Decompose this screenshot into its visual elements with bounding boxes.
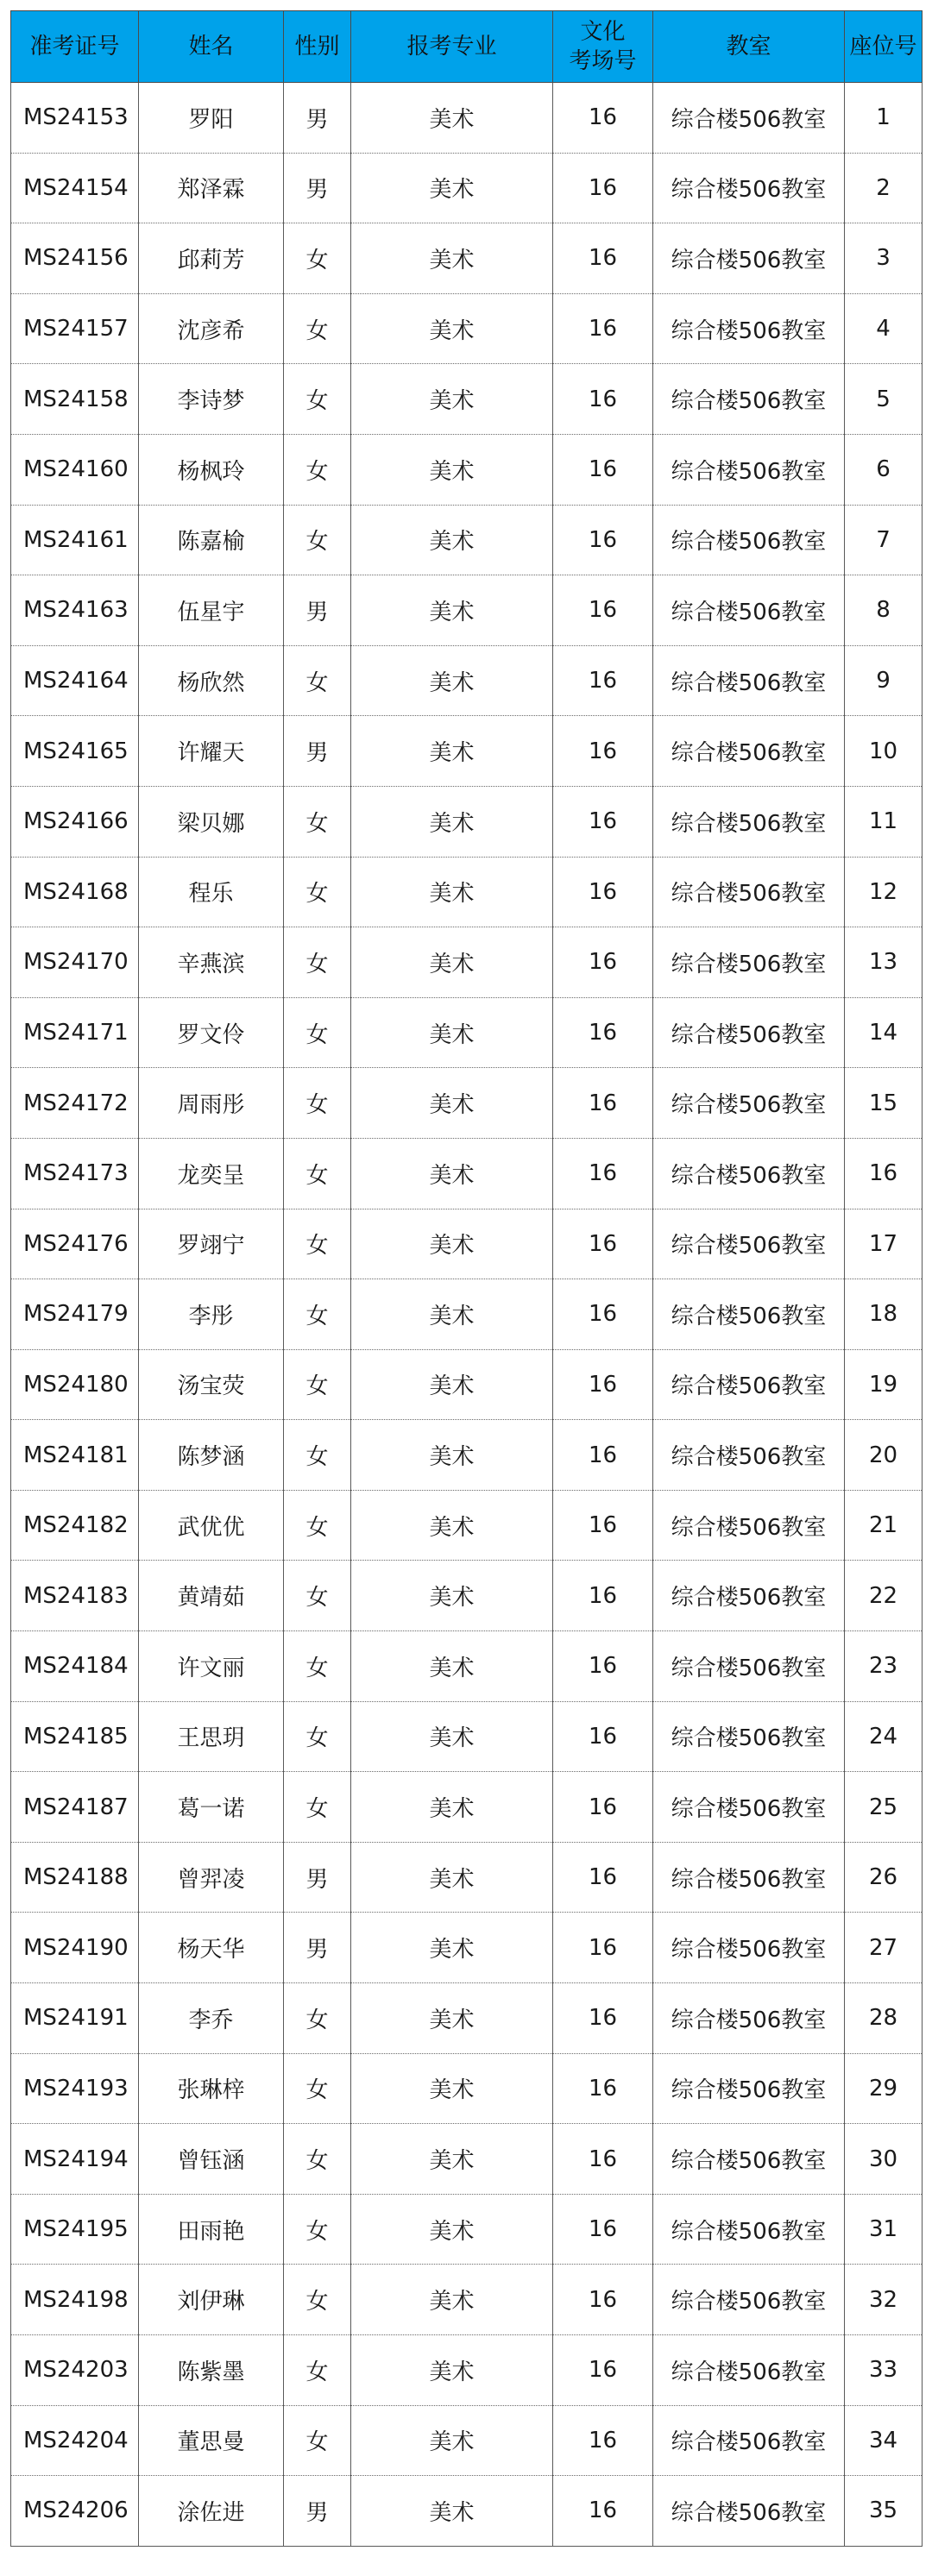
cell-exam-room: 16 [553,223,653,294]
cell-seat: 9 [845,645,923,716]
cell-major: 美术 [351,857,553,927]
cell-exam-room: 16 [553,1209,653,1279]
cell-exam-room: 16 [553,716,653,787]
cell-exam-room: 16 [553,1349,653,1420]
cell-exam-room: 16 [553,1561,653,1631]
header-classroom: 教室 [653,11,845,83]
cell-exam-id: MS24163 [11,575,139,646]
table-row [11,2053,923,2124]
table-row [11,1772,923,1843]
header-row [11,11,923,83]
cell-seat: 33 [845,2335,923,2406]
cell-major: 美术 [351,1209,553,1279]
cell-exam-room: 16 [553,505,653,575]
table-row [11,505,923,575]
table-row [11,1913,923,1983]
cell-classroom: 综合楼506教室 [653,1772,845,1843]
cell-gender: 女 [284,505,351,575]
cell-gender: 女 [284,645,351,716]
cell-name: 王思玥 [139,1701,284,1772]
cell-major: 美术 [351,1279,553,1350]
cell-exam-id: MS24154 [11,153,139,223]
cell-exam-id: MS24157 [11,293,139,364]
cell-seat: 5 [845,364,923,435]
cell-major: 美术 [351,83,553,154]
cell-classroom: 综合楼506教室 [653,1209,845,1279]
cell-exam-id: MS24166 [11,786,139,857]
cell-classroom: 综合楼506教室 [653,1490,845,1561]
table-row [11,1490,923,1561]
cell-classroom: 综合楼506教室 [653,716,845,787]
cell-classroom: 综合楼506教室 [653,927,845,998]
cell-exam-id: MS24179 [11,1279,139,1350]
cell-exam-id: MS24180 [11,1349,139,1420]
cell-exam-id: MS24193 [11,2053,139,2124]
cell-seat: 19 [845,1349,923,1420]
cell-seat: 25 [845,1772,923,1843]
cell-classroom: 综合楼506教室 [653,857,845,927]
cell-name: 罗文伶 [139,997,284,1068]
cell-classroom: 综合楼506教室 [653,2265,845,2335]
cell-gender: 女 [284,2405,351,2476]
cell-major: 美术 [351,1490,553,1561]
cell-major: 美术 [351,1842,553,1913]
cell-gender: 女 [284,1561,351,1631]
cell-exam-room: 16 [553,1068,653,1139]
table-header [11,11,923,83]
cell-name: 龙奕呈 [139,1138,284,1209]
table-row [11,223,923,294]
cell-exam-room: 16 [553,1490,653,1561]
cell-exam-id: MS24161 [11,505,139,575]
cell-name: 李诗梦 [139,364,284,435]
cell-major: 美术 [351,997,553,1068]
cell-classroom: 综合楼506教室 [653,2124,845,2195]
cell-exam-room: 16 [553,1701,653,1772]
cell-exam-room: 16 [553,2124,653,2195]
cell-name: 罗翊宁 [139,1209,284,1279]
cell-name: 李彤 [139,1279,284,1350]
cell-gender: 女 [284,1983,351,2054]
cell-exam-id: MS24206 [11,2476,139,2547]
cell-gender: 男 [284,716,351,787]
cell-major: 美术 [351,293,553,364]
cell-exam-id: MS24165 [11,716,139,787]
header-major: 报考专业 [351,11,553,83]
table-row [11,1701,923,1772]
cell-seat: 17 [845,1209,923,1279]
cell-major: 美术 [351,1983,553,2054]
cell-exam-id: MS24158 [11,364,139,435]
cell-exam-id: MS24191 [11,1983,139,2054]
cell-major: 美术 [351,1772,553,1843]
cell-gender: 女 [284,364,351,435]
table-row [11,2405,923,2476]
cell-seat: 12 [845,857,923,927]
cell-name: 沈彦希 [139,293,284,364]
cell-exam-room: 16 [553,83,653,154]
cell-major: 美术 [351,434,553,505]
cell-exam-room: 16 [553,1983,653,2054]
cell-classroom: 综合楼506教室 [653,1420,845,1491]
table-row [11,857,923,927]
cell-major: 美术 [351,2335,553,2406]
cell-exam-room: 16 [553,575,653,646]
cell-major: 美术 [351,2265,553,2335]
header-name: 姓名 [139,11,284,83]
cell-major: 美术 [351,1349,553,1420]
cell-classroom: 综合楼506教室 [653,645,845,716]
cell-major: 美术 [351,1561,553,1631]
cell-exam-room: 16 [553,2405,653,2476]
cell-classroom: 综合楼506教室 [653,505,845,575]
cell-major: 美术 [351,153,553,223]
table-row [11,1138,923,1209]
cell-name: 陈梦涵 [139,1420,284,1491]
cell-exam-id: MS24188 [11,1842,139,1913]
cell-classroom: 综合楼506教室 [653,2194,845,2265]
table-row [11,1068,923,1139]
cell-exam-id: MS24153 [11,83,139,154]
cell-gender: 女 [284,434,351,505]
cell-major: 美术 [351,716,553,787]
cell-seat: 34 [845,2405,923,2476]
cell-major: 美术 [351,505,553,575]
cell-major: 美术 [351,1068,553,1139]
cell-gender: 女 [284,1772,351,1843]
cell-name: 汤宝荧 [139,1349,284,1420]
cell-classroom: 综合楼506教室 [653,1349,845,1420]
cell-seat: 29 [845,2053,923,2124]
cell-classroom: 综合楼506教室 [653,153,845,223]
cell-gender: 女 [284,1138,351,1209]
cell-seat: 35 [845,2476,923,2547]
cell-name: 李乔 [139,1983,284,2054]
cell-exam-room: 16 [553,2053,653,2124]
header-exam-room [553,11,653,83]
cell-seat: 30 [845,2124,923,2195]
cell-classroom: 综合楼506教室 [653,2405,845,2476]
cell-name: 陈嘉榆 [139,505,284,575]
table-row [11,927,923,998]
cell-major: 美术 [351,2405,553,2476]
header-exam-room-line2: 考场号 [569,48,637,74]
cell-exam-id: MS24198 [11,2265,139,2335]
cell-classroom: 综合楼506教室 [653,1701,845,1772]
cell-seat: 4 [845,293,923,364]
table-row [11,997,923,1068]
cell-name: 郑泽霖 [139,153,284,223]
header-exam-id: 准考证号 [11,11,139,83]
cell-exam-id: MS24164 [11,645,139,716]
cell-classroom: 综合楼506教室 [653,575,845,646]
cell-classroom: 综合楼506教室 [653,1842,845,1913]
cell-name: 程乐 [139,857,284,927]
cell-gender: 女 [284,223,351,294]
cell-seat: 22 [845,1561,923,1631]
cell-exam-id: MS24160 [11,434,139,505]
cell-gender: 女 [284,2124,351,2195]
cell-classroom: 综合楼506教室 [653,1138,845,1209]
cell-name: 杨欣然 [139,645,284,716]
cell-name: 董思曼 [139,2405,284,2476]
cell-name: 陈紫墨 [139,2335,284,2406]
cell-exam-room: 16 [553,2194,653,2265]
cell-exam-id: MS24182 [11,1490,139,1561]
table-row [11,1631,923,1702]
table-row [11,1349,923,1420]
cell-seat: 6 [845,434,923,505]
cell-seat: 16 [845,1138,923,1209]
cell-exam-room: 16 [553,1138,653,1209]
cell-major: 美术 [351,1138,553,1209]
cell-name: 葛一诺 [139,1772,284,1843]
cell-exam-room: 16 [553,2335,653,2406]
cell-classroom: 综合楼506教室 [653,1068,845,1139]
cell-gender: 男 [284,1913,351,1983]
cell-exam-room: 16 [553,857,653,927]
cell-major: 美术 [351,2476,553,2547]
cell-seat: 2 [845,153,923,223]
cell-classroom: 综合楼506教室 [653,2335,845,2406]
table-row [11,1983,923,2054]
cell-major: 美术 [351,223,553,294]
cell-exam-room: 16 [553,786,653,857]
cell-major: 美术 [351,1701,553,1772]
cell-major: 美术 [351,786,553,857]
cell-major: 美术 [351,1631,553,1702]
cell-seat: 18 [845,1279,923,1350]
cell-name: 梁贝娜 [139,786,284,857]
cell-gender: 女 [284,1349,351,1420]
table-row [11,2335,923,2406]
cell-seat: 31 [845,2194,923,2265]
cell-name: 杨枫玲 [139,434,284,505]
cell-name: 刘伊琳 [139,2265,284,2335]
cell-gender: 男 [284,153,351,223]
cell-name: 许文丽 [139,1631,284,1702]
cell-gender: 男 [284,1842,351,1913]
cell-exam-id: MS24203 [11,2335,139,2406]
cell-exam-room: 16 [553,153,653,223]
header-seat: 座位号 [845,11,923,83]
table-row [11,575,923,646]
table-row [11,2194,923,2265]
cell-gender: 女 [284,1490,351,1561]
cell-name: 邱莉芳 [139,223,284,294]
cell-classroom: 综合楼506教室 [653,1913,845,1983]
cell-exam-room: 16 [553,1842,653,1913]
cell-exam-id: MS24185 [11,1701,139,1772]
table-row [11,364,923,435]
cell-name: 曾羿凌 [139,1842,284,1913]
cell-seat: 1 [845,83,923,154]
cell-seat: 27 [845,1913,923,1983]
cell-exam-id: MS24184 [11,1631,139,1702]
cell-exam-id: MS24187 [11,1772,139,1843]
table-row [11,293,923,364]
cell-exam-room: 16 [553,1631,653,1702]
cell-exam-id: MS24176 [11,1209,139,1279]
cell-gender: 女 [284,2194,351,2265]
cell-seat: 26 [845,1842,923,1913]
cell-seat: 15 [845,1068,923,1139]
cell-seat: 3 [845,223,923,294]
table-row [11,786,923,857]
cell-seat: 14 [845,997,923,1068]
cell-exam-room: 16 [553,997,653,1068]
table-row [11,2476,923,2547]
cell-name: 武优优 [139,1490,284,1561]
cell-major: 美术 [351,927,553,998]
cell-classroom: 综合楼506教室 [653,1561,845,1631]
cell-name: 黄靖茹 [139,1561,284,1631]
cell-major: 美术 [351,2194,553,2265]
cell-major: 美术 [351,1913,553,1983]
table-row [11,1420,923,1491]
cell-seat: 32 [845,2265,923,2335]
cell-exam-id: MS24190 [11,1913,139,1983]
cell-exam-id: MS24173 [11,1138,139,1209]
cell-gender: 男 [284,2476,351,2547]
cell-classroom: 综合楼506教室 [653,2476,845,2547]
cell-name: 罗阳 [139,83,284,154]
table-row [11,434,923,505]
cell-gender: 女 [284,786,351,857]
table-row [11,645,923,716]
cell-seat: 8 [845,575,923,646]
cell-classroom: 综合楼506教室 [653,1631,845,1702]
cell-classroom: 综合楼506教室 [653,997,845,1068]
exam-seating-table [10,10,923,2547]
cell-exam-room: 16 [553,2265,653,2335]
cell-exam-room: 16 [553,1279,653,1350]
cell-gender: 女 [284,927,351,998]
cell-seat: 28 [845,1983,923,2054]
table-row [11,716,923,787]
table-row [11,1279,923,1350]
cell-major: 美术 [351,645,553,716]
cell-name: 伍星宇 [139,575,284,646]
cell-exam-id: MS24204 [11,2405,139,2476]
cell-classroom: 综合楼506教室 [653,434,845,505]
table-row [11,83,923,154]
cell-gender: 女 [284,2053,351,2124]
table-row [11,2265,923,2335]
cell-classroom: 综合楼506教室 [653,1279,845,1350]
cell-seat: 24 [845,1701,923,1772]
cell-gender: 女 [284,1068,351,1139]
cell-gender: 女 [284,1279,351,1350]
cell-name: 周雨彤 [139,1068,284,1139]
cell-seat: 13 [845,927,923,998]
cell-name: 田雨艳 [139,2194,284,2265]
cell-exam-room: 16 [553,645,653,716]
table-body [11,83,923,2547]
table-row [11,1842,923,1913]
table-row [11,1561,923,1631]
cell-gender: 女 [284,293,351,364]
table-row [11,153,923,223]
cell-name: 辛燕滨 [139,927,284,998]
cell-exam-room: 16 [553,1772,653,1843]
cell-gender: 女 [284,2335,351,2406]
cell-exam-id: MS24156 [11,223,139,294]
cell-classroom: 综合楼506教室 [653,293,845,364]
cell-name: 许耀天 [139,716,284,787]
cell-exam-room: 16 [553,1420,653,1491]
header-gender: 性别 [284,11,351,83]
cell-seat: 23 [845,1631,923,1702]
seating-sheet [10,10,922,2547]
cell-gender: 女 [284,997,351,1068]
header-exam-room-line1: 文化 [580,19,626,45]
cell-major: 美术 [351,1420,553,1491]
cell-exam-id: MS24172 [11,1068,139,1139]
cell-name: 曾钰涵 [139,2124,284,2195]
cell-classroom: 综合楼506教室 [653,1983,845,2054]
cell-exam-room: 16 [553,927,653,998]
cell-exam-id: MS24170 [11,927,139,998]
cell-exam-room: 16 [553,2476,653,2547]
cell-major: 美术 [351,2053,553,2124]
cell-classroom: 综合楼506教室 [653,83,845,154]
cell-gender: 男 [284,83,351,154]
cell-gender: 男 [284,575,351,646]
cell-exam-id: MS24171 [11,997,139,1068]
table-row [11,1209,923,1279]
cell-seat: 10 [845,716,923,787]
cell-exam-id: MS24181 [11,1420,139,1491]
cell-seat: 21 [845,1490,923,1561]
cell-seat: 20 [845,1420,923,1491]
cell-exam-room: 16 [553,364,653,435]
cell-gender: 女 [284,1701,351,1772]
cell-exam-id: MS24195 [11,2194,139,2265]
cell-exam-id: MS24183 [11,1561,139,1631]
cell-exam-id: MS24168 [11,857,139,927]
cell-gender: 女 [284,2265,351,2335]
cell-name: 杨天华 [139,1913,284,1983]
cell-major: 美术 [351,575,553,646]
cell-gender: 女 [284,857,351,927]
cell-gender: 女 [284,1631,351,1702]
cell-major: 美术 [351,2124,553,2195]
cell-seat: 7 [845,505,923,575]
cell-exam-room: 16 [553,293,653,364]
table-row [11,2124,923,2195]
cell-classroom: 综合楼506教室 [653,2053,845,2124]
cell-exam-room: 16 [553,1913,653,1983]
cell-gender: 女 [284,1420,351,1491]
cell-classroom: 综合楼506教室 [653,223,845,294]
cell-exam-id: MS24194 [11,2124,139,2195]
cell-exam-room: 16 [553,434,653,505]
cell-major: 美术 [351,364,553,435]
cell-seat: 11 [845,786,923,857]
cell-name: 张琳梓 [139,2053,284,2124]
cell-name: 涂佐进 [139,2476,284,2547]
cell-classroom: 综合楼506教室 [653,786,845,857]
cell-classroom: 综合楼506教室 [653,364,845,435]
cell-gender: 女 [284,1209,351,1279]
